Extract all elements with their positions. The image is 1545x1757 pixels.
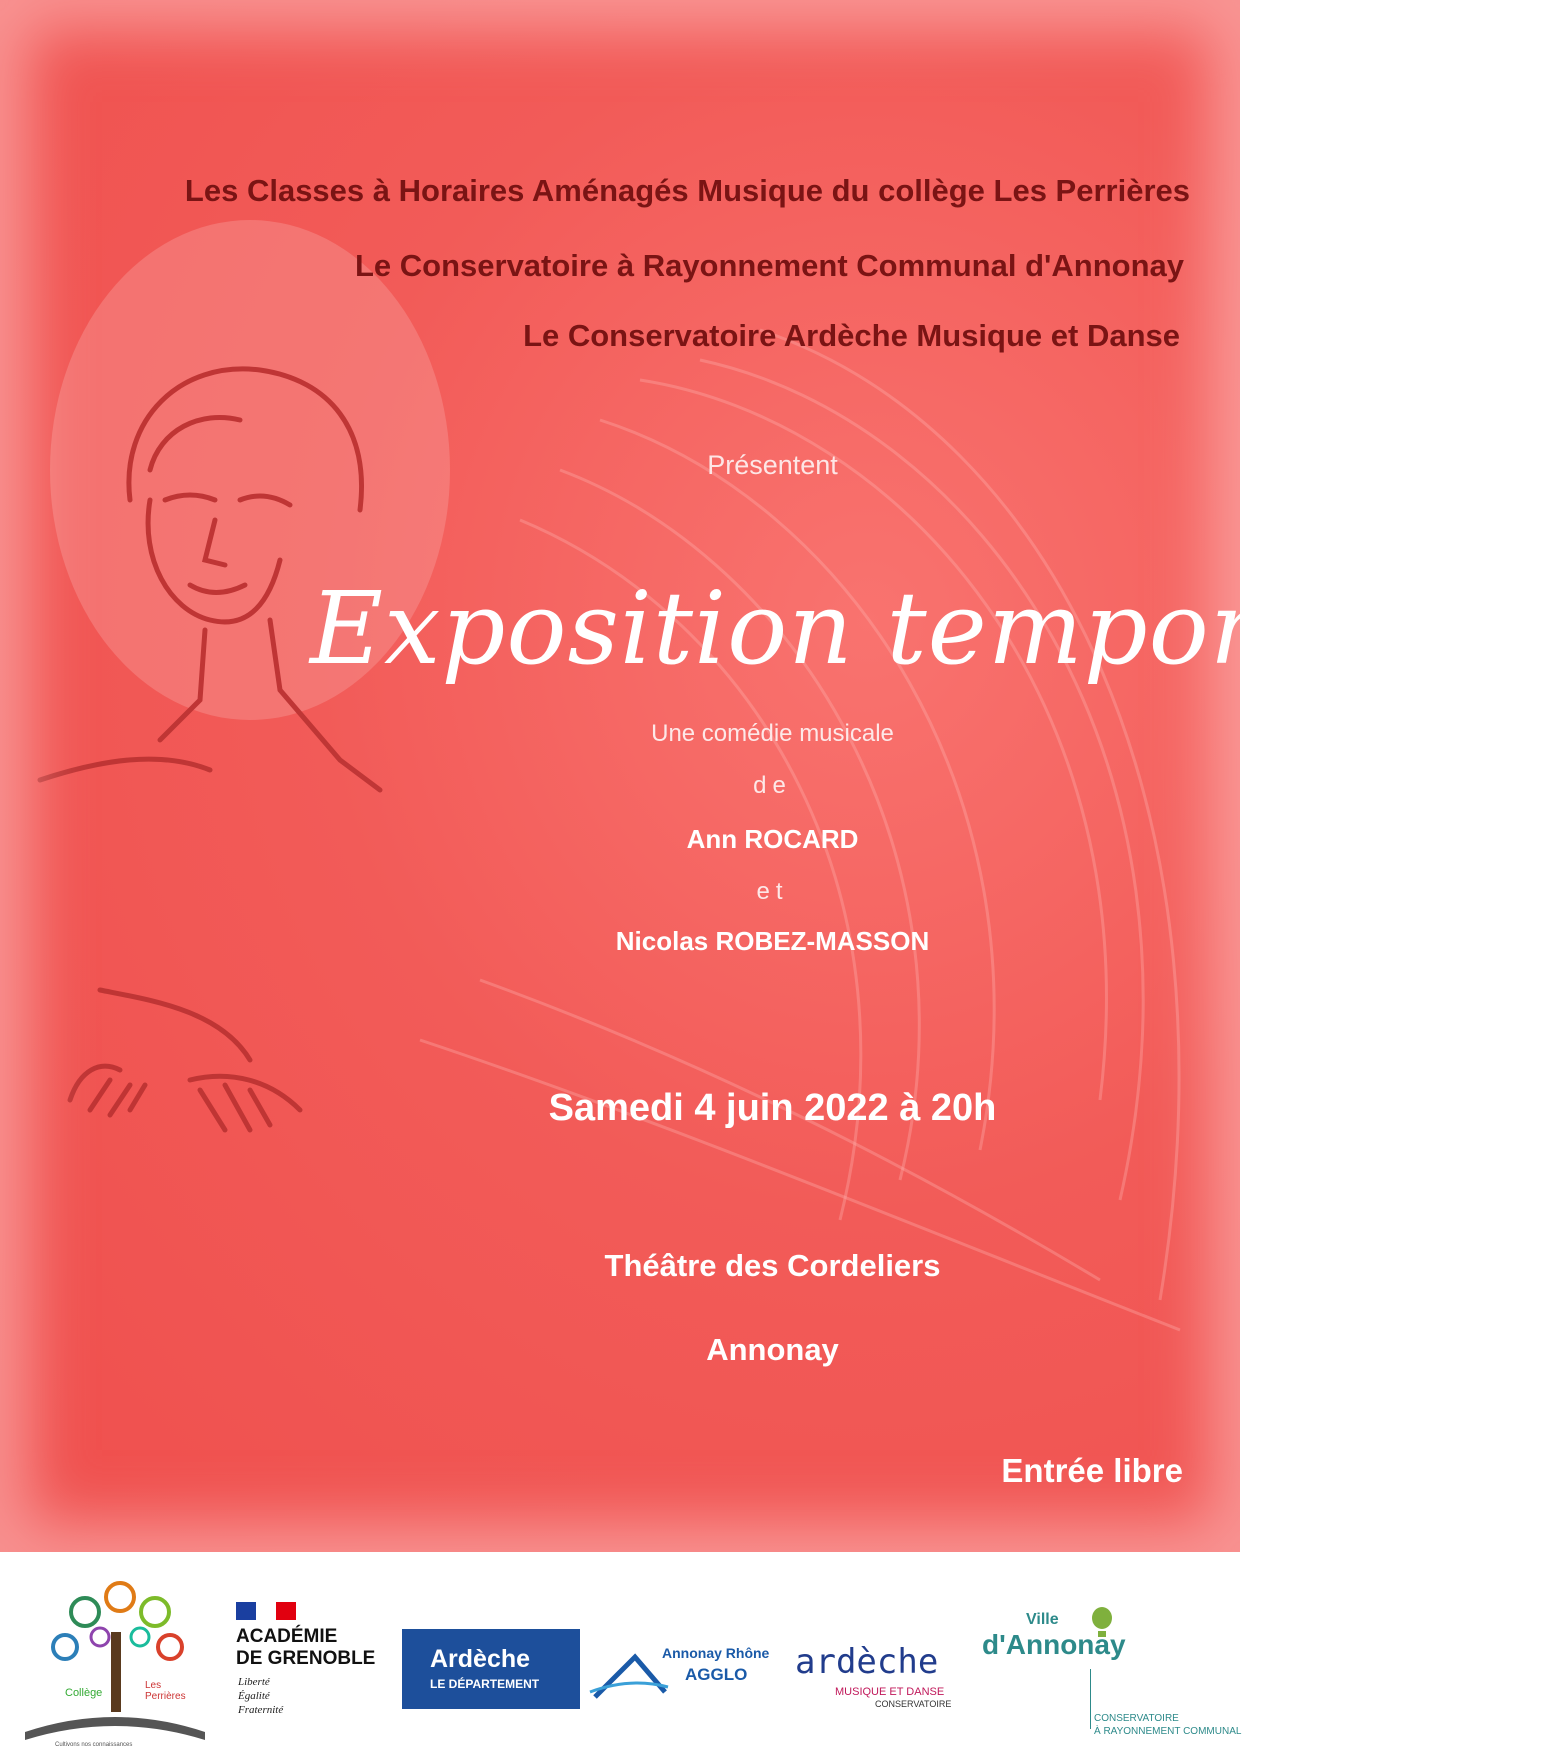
ville-sub-1: CONSERVATOIRE [1094, 1713, 1179, 1724]
motto-fraternite: Fraternité [238, 1704, 284, 1716]
header-line-2: Le Conservatoire à Rayonnement Communal d'Annonay [354, 248, 1184, 283]
header-line-1: Les Classes à Horaires Aménagés Musique du collège Les Perrières [184, 173, 1190, 208]
de-label: de [753, 772, 792, 799]
show-title: Exposition temporaire [310, 570, 1462, 687]
french-flag-icon [236, 1602, 296, 1620]
ville-divider [1090, 1669, 1091, 1729]
partner-logos-bar [0, 1552, 1240, 1754]
subtitle: Une comédie musicale [651, 720, 894, 747]
agglo-line-1: Annonay Rhône [662, 1645, 770, 1661]
college-name: Les Perrières [145, 1680, 186, 1702]
entry-label: Entrée libre [1001, 1452, 1183, 1489]
motto-egalite: Égalité [238, 1690, 270, 1702]
et-label: et [756, 878, 789, 905]
ardeche-dept-name: Ardèche [430, 1645, 531, 1673]
ville-name: d'Annonay [982, 1629, 1126, 1660]
ville-label: Ville [1026, 1611, 1059, 1628]
annonay-agglo-logo [590, 1637, 770, 1707]
ardeche-cons-sub-1: MUSIQUE ET DANSE [835, 1686, 945, 1698]
ardeche-conservatoire-logo [795, 1642, 970, 1712]
academie-line-2: DE GRENOBLE [236, 1648, 376, 1669]
college-label: Collège [65, 1687, 103, 1699]
ardeche-departement-logo [402, 1629, 580, 1709]
ville-annonay-logo [982, 1607, 1242, 1747]
college-tagline: Cultivons nos connaissances [55, 1742, 133, 1748]
author-2: Nicolas ROBEZ-MASSON [615, 926, 930, 956]
college-les-perrieres-logo [15, 1572, 215, 1752]
tree-icon [15, 1572, 215, 1752]
agglo-line-2: AGGLO [685, 1665, 748, 1684]
ardeche-cons-name: ardèche [795, 1642, 939, 1682]
author-1: Ann ROCARD [686, 824, 859, 854]
venue-city: Annonay [706, 1332, 839, 1367]
agglo-swoosh-icon [590, 1642, 670, 1702]
ardeche-dept-sub: LE DÉPARTEMENT [430, 1677, 540, 1691]
ardeche-cons-sub-2: CONSERVATOIRE [875, 1699, 952, 1709]
presentent-label: Présentent [707, 450, 838, 480]
academie-grenoble-logo [236, 1602, 396, 1742]
motto-liberte: Liberté [238, 1676, 270, 1688]
venue-name: Théâtre des Cordeliers [604, 1248, 941, 1283]
academie-line-1: ACADÉMIE [236, 1626, 338, 1647]
ville-sub-2: À RAYONNEMENT COMMUNAL [1094, 1726, 1242, 1737]
event-date: Samedi 4 juin 2022 à 20h [548, 1087, 997, 1129]
header-line-3: Le Conservatoire Ardèche Musique et Danse [523, 318, 1180, 353]
